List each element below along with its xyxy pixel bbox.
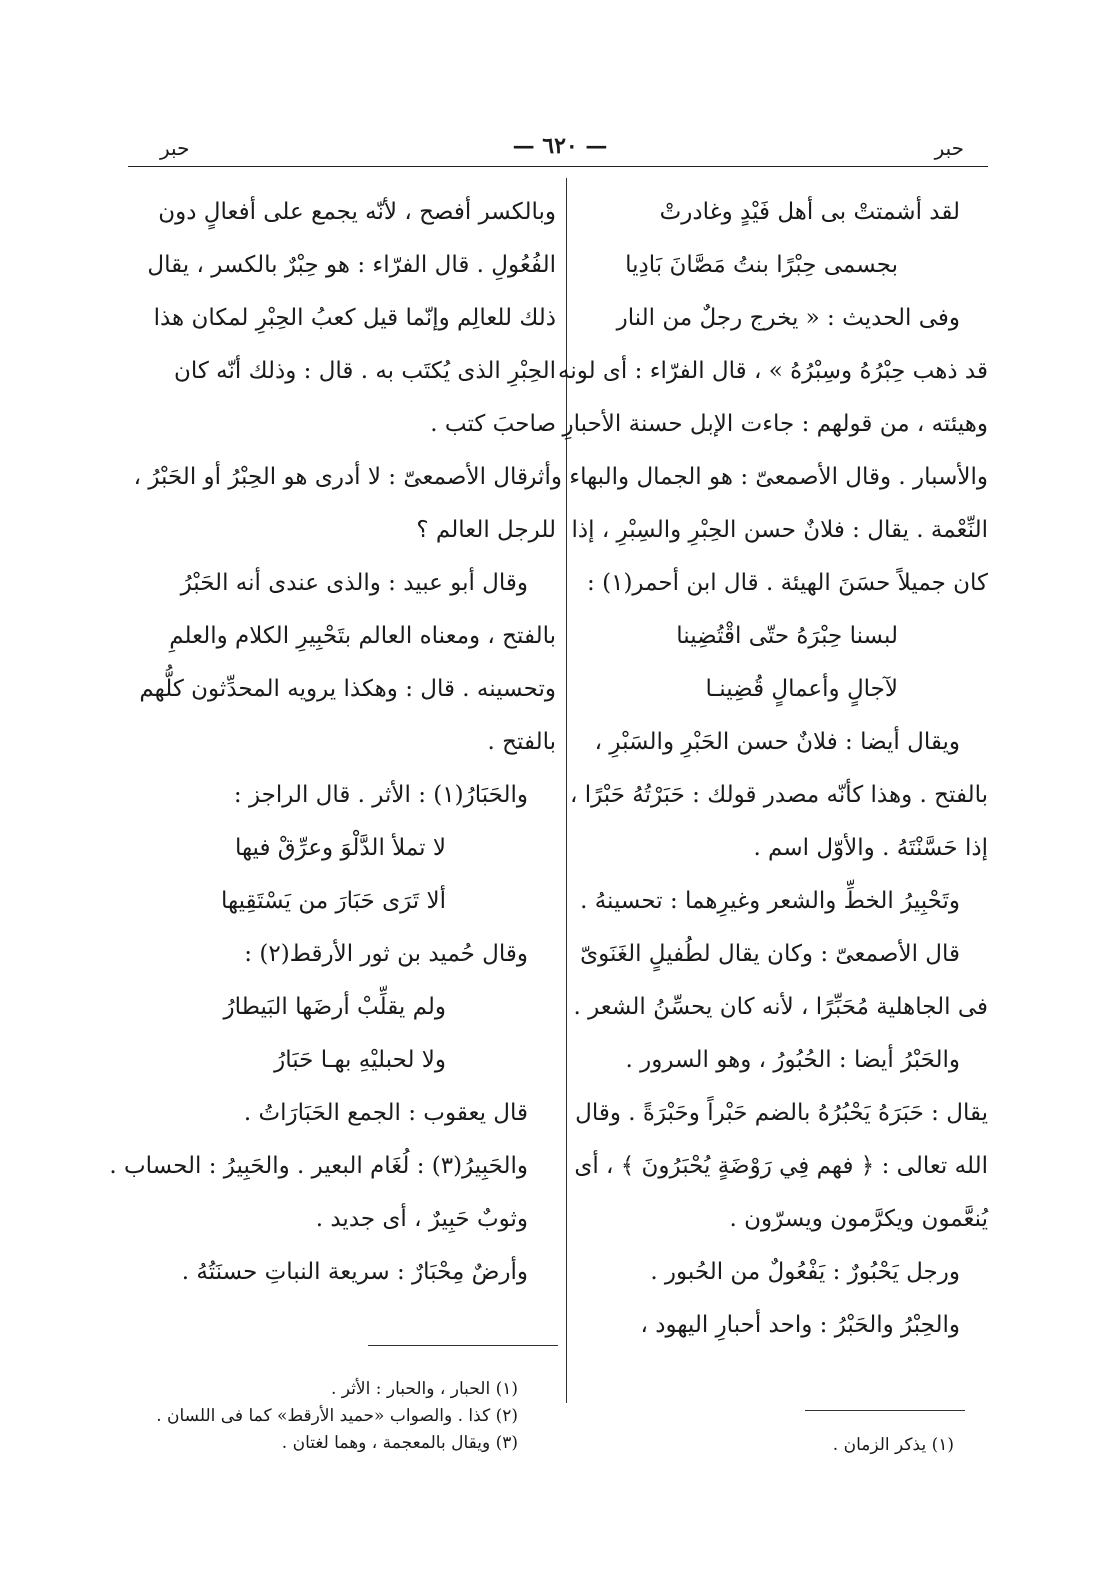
footnote: (٢) كذا . والصواب «حميد الأرقط» كما فى اللسان .	[156, 1406, 518, 1426]
right-column	[525, 186, 988, 1352]
text-line: فى الجاهلية مُحَبِّرًا ، لأنه كان يحسِّنُ الشعر .	[573, 994, 988, 1020]
verse-line: ولم يقلِّبْ أرضَها البَيطارُ	[223, 994, 446, 1020]
text-line: وبالكسر أفصح ، لأنّه يجمع على أفعالٍ دون	[158, 199, 556, 225]
text-line: قد ذهب حِبْرُهُ وسِبْرُهُ » ، قال الفرّاء : أى لونه	[558, 358, 988, 384]
verse-line: ولا لحبليْهِ بهـا حَبَارُ	[274, 1047, 446, 1073]
verse-line: لا تملأ الدَّلْوَ وعرِّقْ فيها	[234, 835, 446, 861]
page-number: — ٦٢٠ —	[512, 133, 608, 159]
text-line: وهيئته ، من قولهم : جاءت الإبل حسنة الأحبارِ	[562, 411, 988, 437]
text-line: والأسبار . وقال الأصمعىّ : هو الجمال والبهاء وأثر	[525, 464, 988, 490]
text-line: للرجل العالم ؟	[416, 517, 556, 543]
text-line: الفُعُولِ . قال الفرّاء : هو حِبْرٌ بالكسر ، يقال	[147, 252, 556, 278]
footnote: (١) الحبار ، والحبار : الأثر .	[331, 1379, 518, 1399]
text-line: وتَحْبِيرُ الخطِّ والشعر وغيرِهما : تحسينهُ .	[580, 888, 960, 914]
text-line: الله تعالى : ﴿ فهم فِي رَوْضَةٍ يُحْبَرُونَ ﴾ ، أى	[574, 1153, 988, 1179]
footnote-rule-right	[805, 1410, 965, 1411]
text-line: قال يعقوب : الجمع الحَبَارَاتُ .	[243, 1100, 528, 1126]
text-line: والحَبِيرُ(٣) : لُغَام البعير . والحَبِيرُ : الحساب .	[109, 1153, 528, 1179]
text-line: إذا حَسَّنْتَهُ . والأوّل اسم .	[753, 835, 988, 861]
text-line: وتحسينه . قال : وهكذا يرويه المحدِّثون كلُّهم	[139, 676, 556, 702]
text-line: وقال أبو عبيد : والذى عندى أنه الحَبْرُ	[180, 570, 528, 596]
verse-line: ألا تَرَى حَبَارَ من يَسْتَقِيها	[221, 888, 446, 914]
text-line: والحَبْرُ أيضا : الحُبُورُ ، وهو السرور .	[625, 1047, 960, 1073]
text-line: وأرضٌ مِحْبَارٌ : سريعة النباتِ حسنَتُهُ .	[181, 1259, 528, 1285]
text-line: بالفتح .	[487, 729, 556, 755]
text-line: بالفتح ، ومعناه العالم بتَحْبِيرِ الكلام والعلمِ	[169, 623, 556, 649]
text-line: ويقال أيضا : فلانٌ حسن الحَبْرِ والسَبْرِ ،	[594, 729, 960, 755]
footnote: (١) يذكر الزمان .	[832, 1435, 954, 1455]
text-line: والحِبْرُ والحَبْرُ : واحد أحبارِ اليهود ،	[640, 1312, 960, 1338]
footnote-rule-left	[368, 1345, 558, 1346]
text-line: لقد أشمتتْ بى أهل فَيْدٍ وغادرتْ	[659, 199, 960, 225]
text-line: يقال : حَبَرَهُ يَحْبُرُهُ بالضم حَبْراً وحَبْرَةً . وقال	[575, 1100, 988, 1126]
footnotes-right	[833, 1432, 954, 1459]
text-line: وفى الحديث : « يخرج رجلٌ من النار	[616, 305, 960, 331]
header-right-word: حبر	[934, 136, 964, 160]
text-line: والحَبَارُ(١) : الأثر . قال الراجز :	[233, 782, 528, 808]
text-line: قال الأصمعىّ : وكان يقال لطُفيلٍ الغَنَوىّ	[580, 941, 960, 967]
verse-line: لبسنا حِبْرَهُ حتّى اقْتُضِينا	[676, 623, 898, 649]
text-line: صاحبَ كتب .	[430, 411, 556, 437]
verse-line: بجسمى حِبْرًا بنتُ مَصَّانَ بَادِيا	[625, 252, 898, 278]
text-line: ورجل يَحْبُورٌ : يَفْعُولٌ من الحُبور .	[650, 1259, 960, 1285]
left-column	[109, 186, 556, 1299]
text-line: النِّعْمة . يقال : فلانٌ حسن الحِبْرِ والسِبْرِ ، إذا	[571, 517, 988, 543]
footnote: (٣) ويقال بالمعجمة ، وهما لغتان .	[281, 1433, 518, 1453]
text-line: الحِبْرِ الذى يُكتَب به . قال : وذلك أنّه كان	[174, 358, 556, 384]
text-line: بالفتح . وهذا كأنّه مصدر قولك : حَبَرْتُهُ حَبْرًا ،	[569, 782, 988, 808]
text-line: قال الأصمعىّ : لا أدرى هو الحِبْرُ أو الحَبْرُ ،	[133, 464, 528, 490]
header-left-word: حبر	[160, 136, 190, 160]
text-line: ذلك للعالِم وإنّما قيل كعبُ الحِبْرِ لمكان هذا	[153, 305, 556, 331]
header-rule	[128, 166, 988, 167]
text-line: وقال حُميد بن ثور الأرقط(٢) :	[244, 941, 528, 967]
text-line: يُنعَّمون ويكرَّمون ويسرّون .	[729, 1206, 988, 1232]
verse-line: لآجالٍ وأعمالٍ قُضِينـا	[705, 676, 898, 702]
text-line: كان جميلاً حسَنَ الهيئة . قال ابن أحمر(١) :	[587, 570, 988, 596]
text-line: وثوبٌ حَبِيرٌ ، أى جديد .	[315, 1206, 528, 1232]
footnotes-left	[156, 1376, 518, 1457]
